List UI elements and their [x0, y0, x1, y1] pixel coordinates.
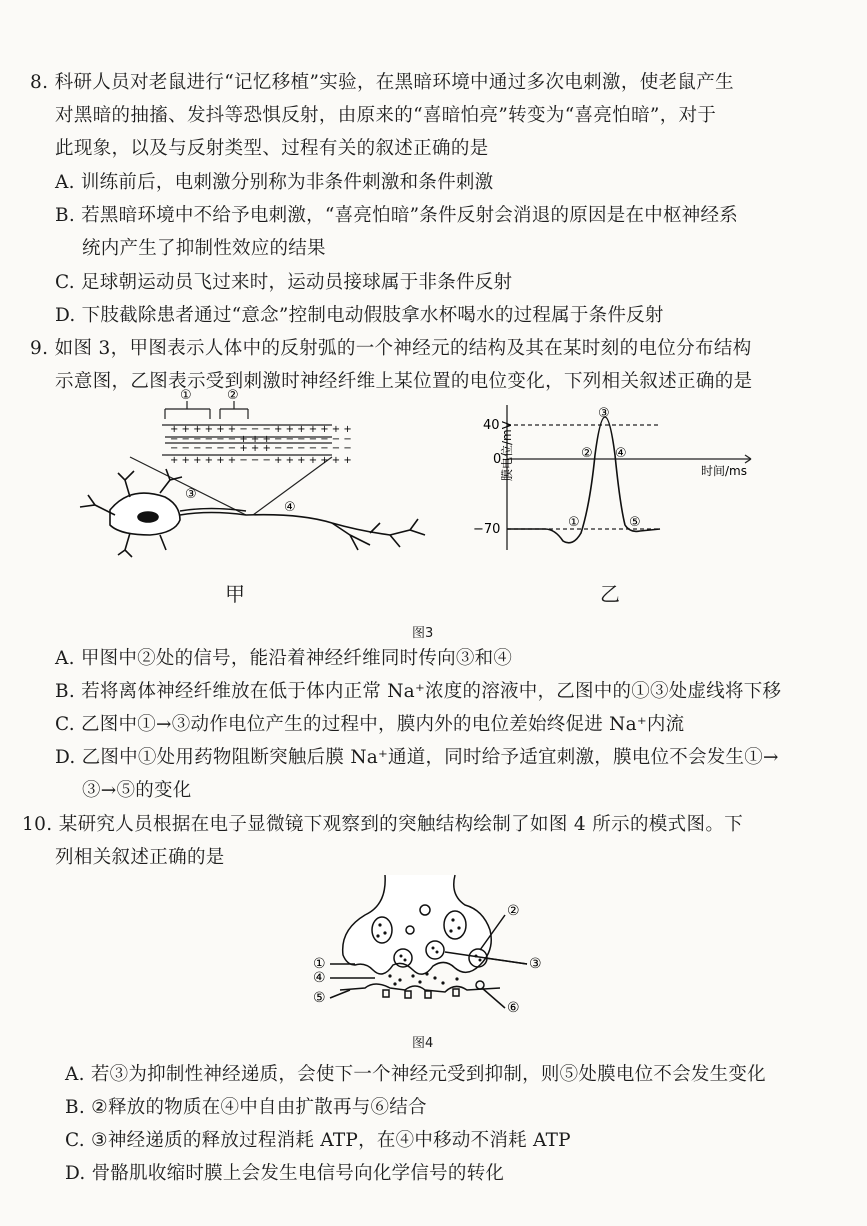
q9-option-d-cont: ③→⑤的变化 [82, 780, 192, 801]
q8-option-b: B. 若黑暗环境中不给予电刺激，“喜亮怕暗”条件反射会消退的原因是在中枢神经系 [55, 205, 739, 226]
q9-option-b: B. 若将离体神经纤维放在低于体内正常 Na⁺浓度的溶液中，乙图中的①③处虚线将下移 [55, 681, 782, 702]
figure-3-caption: 图3 [412, 626, 434, 641]
syn-mark-2: ② [507, 903, 520, 919]
syn-mark-6: ⑥ [507, 1000, 520, 1016]
q10-stem-line-2: 列相关叙述正确的是 [55, 847, 225, 868]
neuron-drawing [80, 469, 425, 557]
q8-number: 8. [30, 72, 49, 93]
yi-point-2: ② [581, 446, 593, 461]
membrane-row-2: − − − − − − + + + − − − − − − − [170, 434, 352, 445]
yi-tick-minus70: −70 [473, 522, 501, 537]
yi-point-5: ⑤ [629, 515, 641, 530]
q10-stem-line-1: 10. 某研究人员根据在电子显微镜下观察到的突触结构绘制了如图 4 所示的模式图。下 [22, 814, 744, 835]
yi-ylabel: 膜电位/mV [500, 421, 514, 481]
jia-mark-3: ③ [185, 487, 197, 502]
q9-number: 9. [30, 338, 49, 359]
q10-option-b: B. ②释放的物质在④中自由扩散再与⑥结合 [65, 1097, 427, 1118]
q9-option-c: C. 乙图中①→③动作电位产生的过程中，膜内外的电位差始终促进 Na⁺内流 [55, 714, 685, 735]
q8-option-b-cont: 统内产生了抑制性效应的结果 [82, 238, 326, 259]
jia-label: 甲 [225, 582, 245, 606]
jia-mark-2: ② [227, 388, 239, 403]
q8-stem-line-1: 8. 科研人员对老鼠进行“记忆移植”实验，在黑暗环境中通过多次电刺激，使老鼠产生 [30, 72, 734, 93]
figure-4-synapse [295, 870, 555, 1020]
yi-point-4: ④ [615, 446, 627, 461]
q8-stem-line-2: 对黑暗的抽搐、发抖等恐惧反射，由原来的“喜暗怕亮”转变为“喜亮怕暗”，对于 [55, 105, 717, 126]
yi-point-1: ① [568, 515, 580, 530]
figure-3-jia [70, 385, 440, 560]
jia-mark-1: ① [180, 388, 192, 403]
jia-mark-4: ④ [284, 500, 296, 515]
q8-option-d: D. 下肢截除患者通过“意念”控制电动假肢拿水杯喝水的过程属于条件反射 [55, 305, 664, 326]
q9-option-d: D. 乙图中①处用药物阻断突触后膜 Na⁺通道，同时给予适宜刺激，膜电位不会发生①→ [55, 747, 779, 768]
q9-stem-line-2: 示意图，乙图表示受到刺激时神经纤维上某位置的电位变化，下列相关叙述正确的是 [55, 371, 753, 392]
q10-option-c: C. ③神经递质的释放过程消耗 ATP，在④中移动不消耗 ATP [65, 1130, 571, 1151]
syn-mark-4: ④ [313, 970, 326, 986]
q9-stem-line-1: 9. 如图 3，甲图表示人体中的反射弧的一个神经元的结构及其在某时刻的电位分布结构 [30, 338, 752, 359]
q8-option-a: A. 训练前后，电刺激分别称为非条件刺激和条件刺激 [55, 172, 494, 193]
yi-tick-0: 0 [493, 452, 502, 467]
yi-point-3: ③ [598, 406, 610, 421]
syn-mark-3: ③ [529, 956, 542, 972]
yi-xlabel: 时间/ms [701, 464, 747, 478]
q10-option-d: D. 骨骼肌收缩时膜上会发生电信号向化学信号的转化 [65, 1163, 505, 1184]
figure-3-yi-chart [455, 395, 785, 555]
membrane-row-3: − − − − − − + + + − − − − − − − [170, 443, 352, 454]
q8-option-c: C. 足球朝运动员飞过来时，运动员接球属于非条件反射 [55, 272, 513, 293]
figure-4-caption: 图4 [412, 1036, 434, 1051]
yi-tick-40: 40 [483, 418, 500, 433]
syn-mark-5: ⑤ [313, 990, 326, 1006]
membrane-row-1: + + + + + + − − − + + + + + + + [170, 424, 352, 435]
q10-option-a: A. 若③为抑制性神经递质，会使下一个神经元受到抑制，则⑤处膜电位不会发生变化 [65, 1064, 766, 1085]
q10-number: 10. [22, 814, 53, 835]
membrane-row-4: + + + + + + − − − + + + + + + + [170, 455, 352, 466]
q9-option-a: A. 甲图中②处的信号，能沿着神经纤维同时传向③和④ [55, 648, 513, 669]
syn-mark-1: ① [313, 956, 326, 972]
q8-stem-line-3: 此现象，以及与反射类型、过程有关的叙述正确的是 [55, 138, 489, 159]
yi-label: 乙 [600, 582, 620, 606]
